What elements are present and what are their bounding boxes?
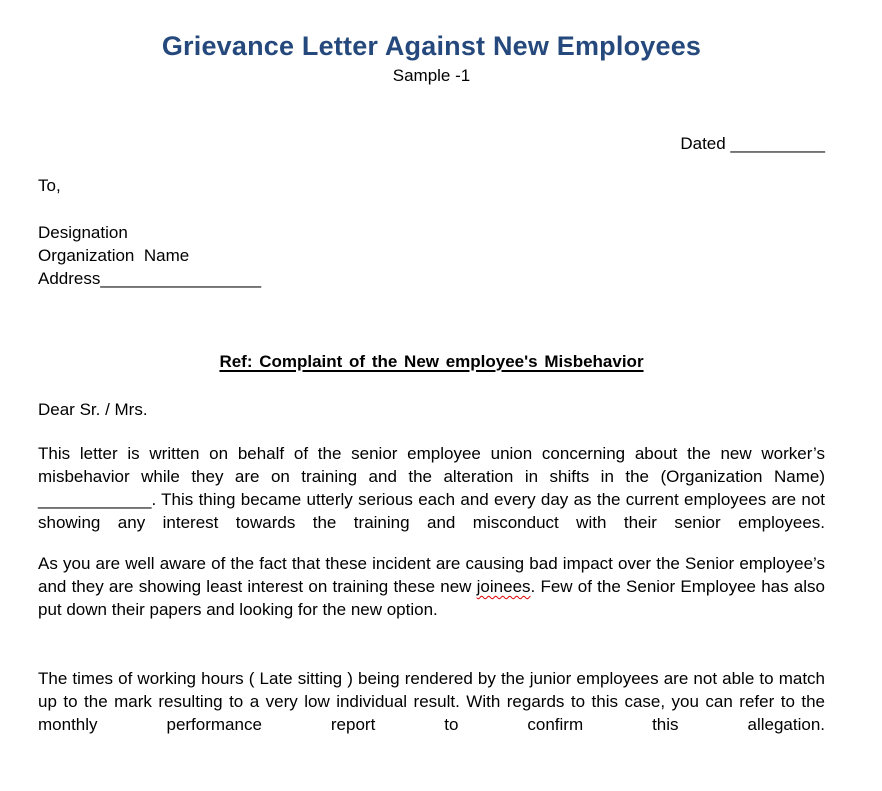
dated-blank-line: __________ (725, 134, 825, 153)
body-paragraph-2 (38, 552, 825, 621)
address-label: Address (38, 269, 101, 288)
recipient-address-line (38, 267, 825, 290)
para2-misspelled-word: joinees (476, 577, 531, 596)
page-subtitle: Sample -1 (392, 66, 471, 85)
reference-heading (38, 350, 825, 373)
body-paragraph-1: This letter is written on behalf of the senior employee union concerning about the new worker’s misbehavior while they are on training and the alteration in shifts in the (Organization Name) ____________. This thing became utterly serious each and every day as the current employees are not showing any interest towards the training and misconduct with their senior employees. (38, 444, 825, 532)
dated-label: Dated (680, 134, 726, 153)
greeting: Dear Sr. / Mrs. (38, 400, 148, 419)
body-paragraph-3: The times of working hours ( Late sitting ) being rendered by the junior employees are not able to match up to the mark resulting to a very low individual result. With regards to this case, you can refer to the monthly performance report to confirm this allegation. (38, 669, 825, 734)
recipient-designation: Designation (38, 223, 128, 242)
dated-line (38, 132, 825, 155)
page-title: Grievance Letter Against New Employees (161, 31, 702, 61)
para2-text-after: . Few of the Senior Employee has also put down their papers and looking for the new option. (38, 577, 825, 619)
recipient-organization: Organization Name (38, 246, 190, 265)
recipient-to: To, (38, 176, 61, 195)
recipient-block (38, 221, 825, 290)
para2-text-before: As you are well aware of the fact that these incident are causing bad impact over the Senior employee’s and they are showing least interest on training these new (38, 554, 825, 596)
reference-text: Ref: Complaint of the New employee's Misbehavior (219, 352, 644, 371)
address-blank-line: _________________ (100, 269, 262, 288)
